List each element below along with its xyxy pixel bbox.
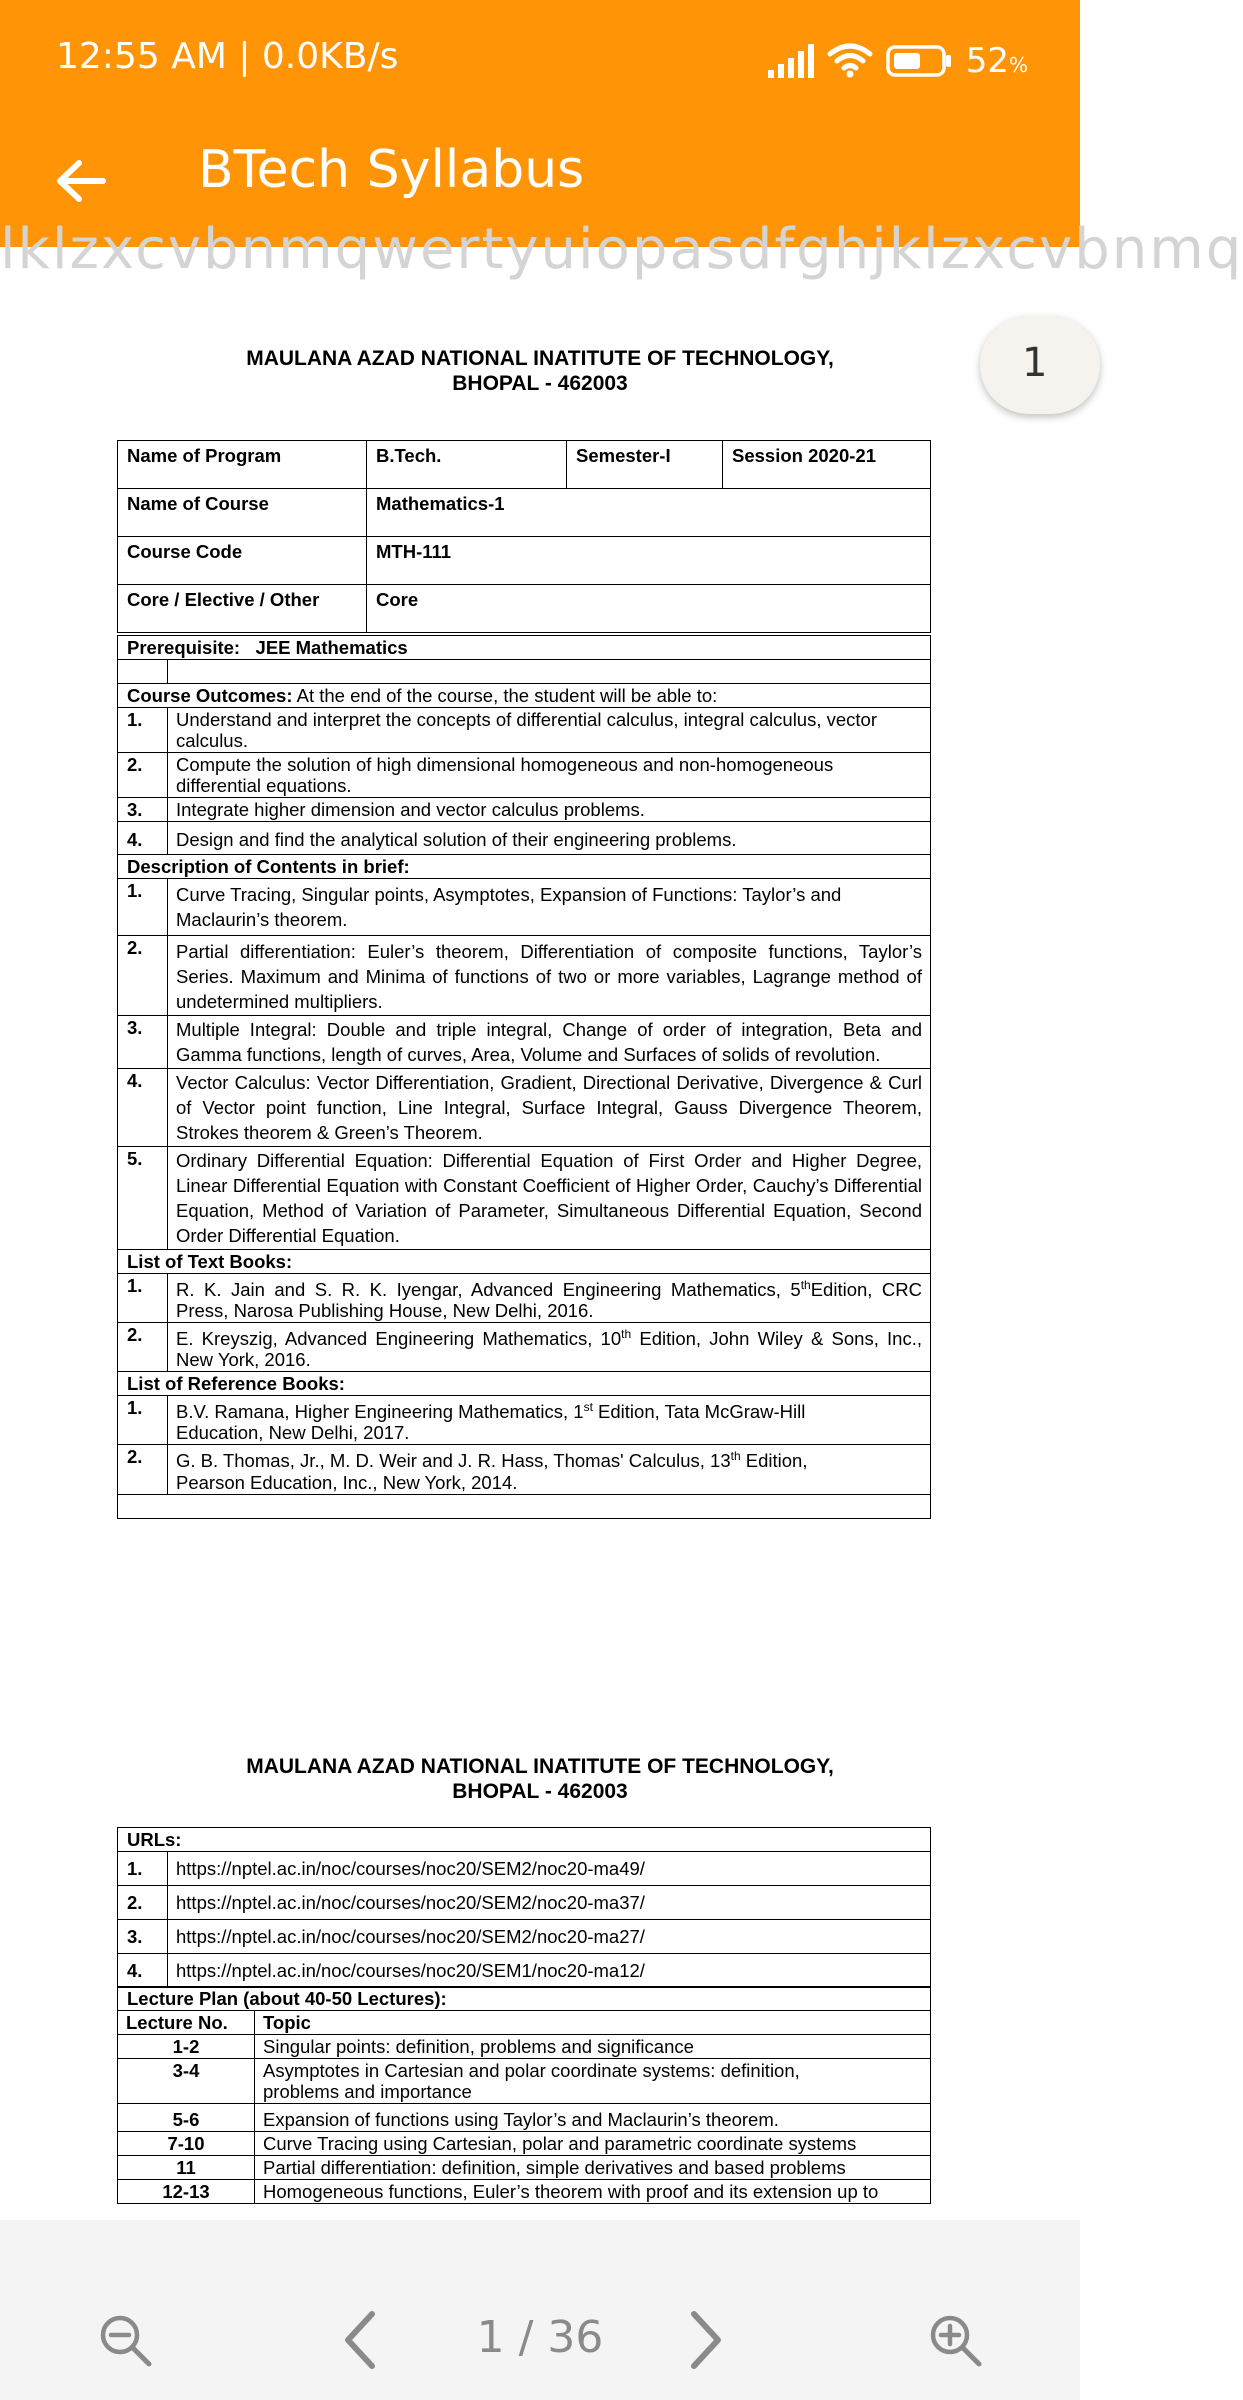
- urls-heading: URLs:: [118, 1828, 931, 1852]
- session-value: Session 2020-21: [723, 441, 931, 489]
- topic-col-header: Topic: [255, 2011, 931, 2035]
- list-item: 1. Understand and interpret the concepts of differential calculus, integral calculus, vector calculus.: [118, 708, 931, 753]
- pdf-viewer[interactable]: [0, 217, 1243, 2220]
- zoom-in-icon: [927, 2312, 983, 2368]
- list-item: 3. Multiple Integral: Double and triple integral, Change of order of integration, Beta and Gamma functions, length of curves, Area, Volume and Surfaces of solids of revolution.: [118, 1016, 931, 1069]
- contents-heading: Description of Contents in brief:: [118, 855, 931, 879]
- list-item: 2. Partial differentiation: Euler’s theorem, Differentiation of composite functions, Taylor’s Series. Maximum and Minima of functions of two or more variables, Lagrange method of undetermined multipliers.: [118, 936, 931, 1016]
- list-item: 1. Curve Tracing, Singular points, Asymptotes, Expansion of Functions: Taylor’s and Maclaurin’s theorem.: [118, 879, 931, 936]
- page-number-badge: 1: [980, 316, 1100, 414]
- table-row: 12-13 Homogeneous functions, Euler’s theorem with proof and its extension up to: [118, 2180, 931, 2204]
- status-bar: [0, 0, 1080, 125]
- table-row: 1-2 Singular points: definition, problems and significance: [118, 2035, 931, 2059]
- institute-title: MAULANA AZAD NATIONAL INATITUTE OF TECHNOLOGY, BHOPAL - 462003: [246, 347, 834, 395]
- table-row: 5-6 Expansion of functions using Taylor’s and Maclaurin’s theorem.: [118, 2104, 931, 2132]
- arrow-left-icon: [55, 159, 105, 203]
- list-item: 3. https://nptel.ac.in/noc/courses/noc20/SEM2/noc20-ma27/: [118, 1920, 931, 1954]
- list-item: 1. https://nptel.ac.in/noc/courses/noc20/SEM2/noc20-ma49/: [118, 1852, 931, 1886]
- list-item: 3. Integrate higher dimension and vector calculus problems.: [118, 798, 931, 822]
- outcomes-heading: Course Outcomes: At the end of the course, the student will be able to:: [118, 684, 931, 708]
- list-item: 2. Compute the solution of high dimensional homogeneous and non-homogeneous differential equations.: [118, 753, 931, 798]
- prerequisite-row: Prerequisite: JEE Mathematics: [118, 636, 931, 660]
- list-item: 1. B.V. Ramana, Higher Engineering Mathematics, 1st Edition, Tata McGraw-Hill Education, New Delhi, 2017.: [118, 1396, 931, 1445]
- list-item: 4. https://nptel.ac.in/noc/courses/noc20/SEM1/noc20-ma12/: [118, 1954, 931, 1988]
- url-link[interactable]: https://nptel.ac.in/noc/courses/noc20/SEM2/noc20-ma27/: [168, 1920, 931, 1954]
- course-info-table: [117, 440, 931, 633]
- list-item: 5. Ordinary Differential Equation: Differential Equation of First Order and Higher Degree, Linear Differential Equation with Constant Coefficient of Higher Order, Cauchy’s Differential Equation, Method of Variation of Parameter, Simultaneous Differential Equation, Second Order Differential Equation.: [118, 1147, 931, 1250]
- lecture-plan-table: [117, 1986, 931, 2204]
- zoom-out-icon: [97, 2312, 153, 2368]
- app-title: BTech Syllabus: [198, 140, 585, 200]
- textbooks-heading: List of Text Books:: [118, 1250, 931, 1274]
- zoom-out-button[interactable]: [90, 2305, 160, 2375]
- type-label: Core / Elective / Other: [118, 585, 367, 633]
- table-row: 7-10 Curve Tracing using Cartesian, polar and parametric coordinate systems: [118, 2132, 931, 2156]
- table-row: 3-4 Asymptotes in Cartesian and polar coordinate systems: definition, problems and importance: [118, 2059, 931, 2104]
- course-label: Name of Course: [118, 489, 367, 537]
- chevron-right-icon: [686, 2310, 726, 2370]
- table-row: 11 Partial differentiation: definition, simple derivatives and based problems: [118, 2156, 931, 2180]
- course-value: Mathematics-1: [367, 489, 931, 537]
- course-details-table: [117, 635, 931, 1519]
- references-heading: List of Reference Books:: [118, 1372, 931, 1396]
- list-item: 4. Design and find the analytical solution of their engineering problems.: [118, 822, 931, 855]
- status-icons: [766, 36, 1028, 86]
- lecture-plan-heading: Lecture Plan (about 40-50 Lectures):: [118, 1987, 931, 2011]
- list-item: 4. Vector Calculus: Vector Differentiation, Gradient, Directional Derivative, Divergence & Curl of Vector point function, Line Integral, Surface Integral, Gauss Divergence Theorem, Strokes theorem & Green’s Theorem.: [118, 1069, 931, 1147]
- url-link[interactable]: https://nptel.ac.in/noc/courses/noc20/SEM2/noc20-ma37/: [168, 1886, 931, 1920]
- previous-page-button[interactable]: [330, 2300, 390, 2380]
- code-label: Course Code: [118, 537, 367, 585]
- list-item: 1. R. K. Jain and S. R. K. Iyengar, Advanced Engineering Mathematics, 5thEdition, CRC Press, Narosa Publishing House, New Delhi, 2016.: [118, 1274, 931, 1323]
- back-button[interactable]: [40, 141, 120, 221]
- list-item: 2. https://nptel.ac.in/noc/courses/noc20/SEM2/noc20-ma37/: [118, 1886, 931, 1920]
- zoom-in-button[interactable]: [920, 2305, 990, 2375]
- url-link[interactable]: https://nptel.ac.in/noc/courses/noc20/SEM2/noc20-ma49/: [168, 1852, 931, 1886]
- status-time: 12:55 AM | 0.0KB/s: [56, 36, 399, 77]
- signal-icon: [766, 44, 814, 78]
- type-value: Core: [367, 585, 931, 633]
- semester-value: Semester-I: [567, 441, 723, 489]
- program-value: B.Tech.: [367, 441, 567, 489]
- urls-table: [117, 1827, 931, 1988]
- battery-percent: 52%: [965, 41, 1028, 81]
- clipped-watermark-text: lklzxcvbnmqwertyuiopasdfghjklzxcvbnmq: [0, 217, 1243, 282]
- program-label: Name of Program: [118, 441, 367, 489]
- lecture-col-header: Lecture No.: [118, 2011, 255, 2035]
- list-item: 2. E. Kreyszig, Advanced Engineering Mathematics, 10th Edition, John Wiley & Sons, Inc., New York, 2016.: [118, 1323, 931, 1372]
- institute-title-page2: MAULANA AZAD NATIONAL INATITUTE OF TECHNOLOGY, BHOPAL - 462003: [246, 1755, 834, 1803]
- chevron-left-icon: [340, 2310, 380, 2370]
- url-link[interactable]: https://nptel.ac.in/noc/courses/noc20/SEM1/noc20-ma12/: [168, 1954, 931, 1988]
- battery-icon: [886, 45, 952, 77]
- bottom-toolbar: [0, 2220, 1080, 2400]
- list-item: 2. G. B. Thomas, Jr., M. D. Weir and J. R. Hass, Thomas' Calculus, 13th Edition, Pearson Education, Inc., New York, 2014.: [118, 1445, 931, 1494]
- next-page-button[interactable]: [676, 2300, 736, 2380]
- wifi-icon: [828, 44, 872, 78]
- page-counter: 1 / 36: [476, 2312, 604, 2363]
- code-value: MTH-111: [367, 537, 931, 585]
